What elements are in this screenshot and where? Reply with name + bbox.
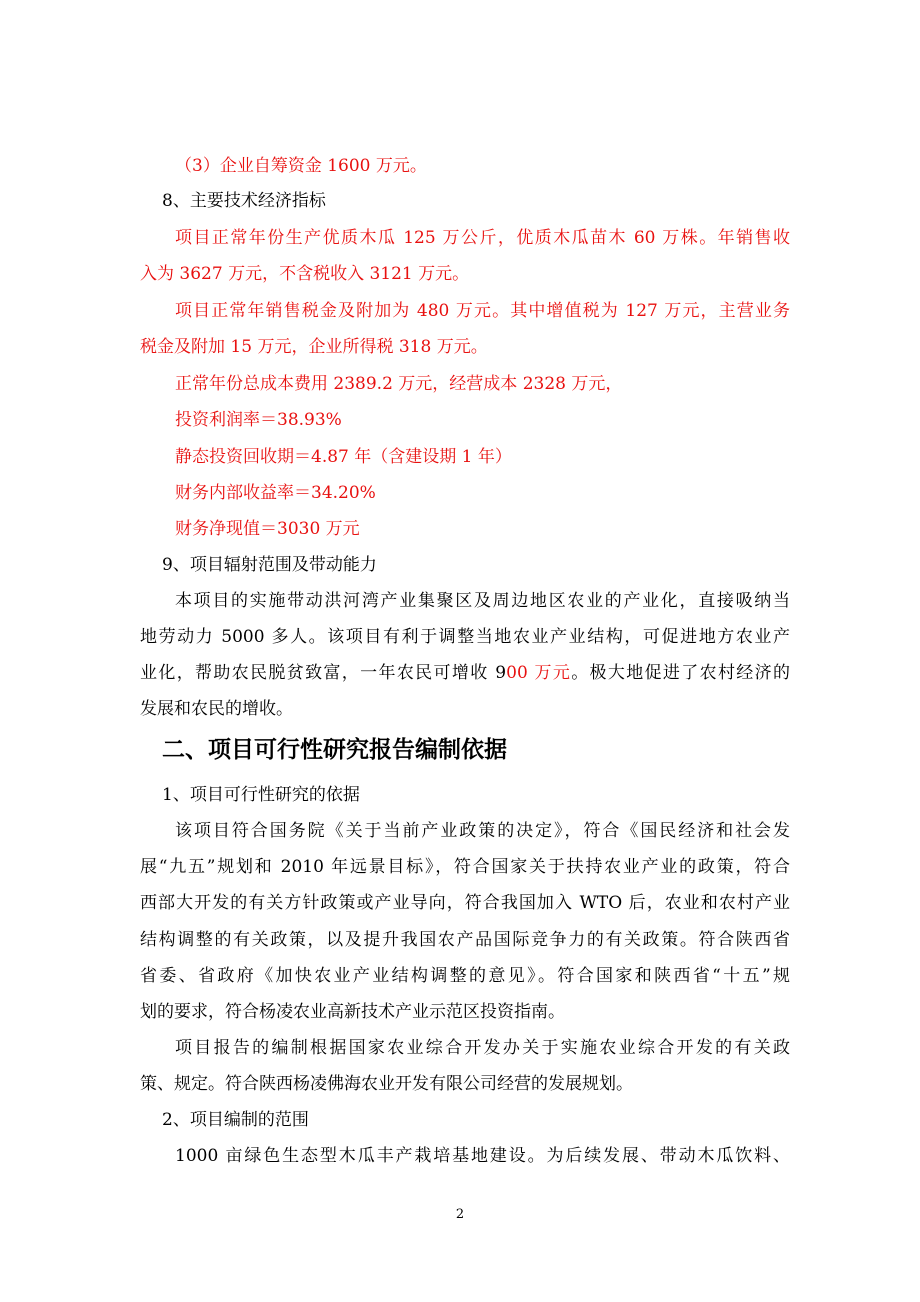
radiation-text-a: 业化，帮助农民脱贫致富，一年农民可增收 9 xyxy=(140,663,507,683)
basis-line-1: 该项目符合国务院《关于当前产业政策的决定》，符合《国民经济和社会发 xyxy=(175,821,790,841)
radiation-line-4: 发展和农民的增收。 xyxy=(140,699,293,719)
output-line-1: 项目正常年份生产优质木瓜 125 万公斤，优质木瓜苗木 60 万株。年销售收 xyxy=(175,228,790,248)
subsection-1-title: 1、项目可行性研究的依据 xyxy=(162,785,360,805)
chapter-heading: 二、项目可行性研究报告编制依据 xyxy=(162,737,507,763)
radiation-line-3 xyxy=(140,661,790,685)
radiation-text-c: 。极大地促进了农村经济的 xyxy=(571,663,790,683)
basis-line-4: 结构调整的有关政策，以及提升我国农产品国际竞争力的有关政策。符合陕西省 xyxy=(140,930,790,950)
funding-line-self: （3）企业自筹资金 1600 万元。 xyxy=(175,156,427,176)
page-number: 2 xyxy=(455,1207,465,1222)
income-highlight: 00 万元 xyxy=(506,663,572,683)
tax-line-2: 税金及附加 15 万元，企业所得税 318 万元。 xyxy=(140,337,488,357)
report-basis-line-1: 项目报告的编制根据国家农业综合开发办关于实施农业综合开发的有关政 xyxy=(175,1038,790,1058)
basis-line-6: 划的要求，符合杨凌农业高新技术产业示范区投资指南。 xyxy=(140,1002,565,1022)
profit-rate-line: 投资利润率＝38.93% xyxy=(175,410,342,430)
basis-line-3: 西部大开发的有关方针政策或产业导向，符合我国加入 WTO 后，农业和农村产业 xyxy=(140,893,790,913)
section-8-title: 8、主要技术经济指标 xyxy=(162,191,326,211)
payback-line: 静态投资回收期＝4.87 年（含建设期 1 年） xyxy=(175,447,512,467)
section-9-title: 9、项目辐射范围及带动能力 xyxy=(162,555,377,575)
tax-line-1: 项目正常年销售税金及附加为 480 万元。其中增值税为 127 万元，主营业务 xyxy=(175,301,790,321)
radiation-line-1: 本项目的实施带动洪河湾产业集聚区及周边地区农业的产业化，直接吸纳当 xyxy=(175,591,790,611)
basis-line-2: 展“九五”规划和 2010 年远景目标》，符合国家关于扶持农业产业的政策，符合 xyxy=(140,857,790,877)
scope-line-1: 1000 亩绿色生态型木瓜丰产栽培基地建设。为后续发展、带动木瓜饮料、 xyxy=(175,1146,790,1166)
irr-line: 财务内部收益率＝34.20% xyxy=(175,483,376,503)
radiation-line-2: 地劳动力 5000 多人。该项目有利于调整当地农业产业结构，可促进地方农业产 xyxy=(140,627,790,647)
basis-line-5: 省委、省政府《加快农业产业结构调整的意见》。符合国家和陕西省“十五”规 xyxy=(140,966,790,986)
output-line-2: 入为 3627 万元，不含税收入 3121 万元。 xyxy=(140,264,470,284)
subsection-2-title: 2、项目编制的范围 xyxy=(162,1110,309,1130)
report-basis-line-2: 策、规定。符合陕西杨凌佛海农业开发有限公司经营的发展规划。 xyxy=(140,1074,633,1094)
cost-line: 正常年份总成本费用 2389.2 万元，经营成本 2328 万元， xyxy=(175,374,623,394)
npv-line: 财务净现值＝3030 万元 xyxy=(175,519,360,539)
